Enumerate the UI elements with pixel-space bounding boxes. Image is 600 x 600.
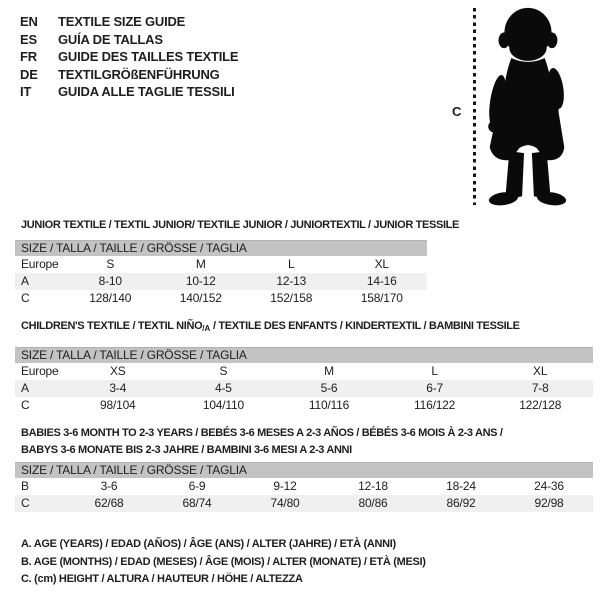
row-label: A: [21, 381, 29, 395]
footnote-c: C. (cm) HEIGHT / ALTURA / HAUTEUR / HÖHE / ALTEZZA: [21, 573, 303, 585]
table-cell: 18-24: [446, 479, 476, 493]
table-cell: 12-13: [276, 274, 307, 288]
table-cell: 9-12: [273, 479, 297, 493]
babies-section-title: [21, 425, 503, 459]
language-code: EN: [20, 14, 38, 29]
junior-size-table: [15, 240, 427, 307]
table-cell: S: [106, 257, 115, 271]
height-marker-label: C: [452, 104, 462, 119]
row-label: C: [21, 398, 30, 412]
toddler-silhouette: [481, 4, 573, 210]
footnote-b: B. AGE (MONTHS) / EDAD (MESES) / ÂGE (MOIS) / ALTER (MONATE) / ETÀ (MESI): [21, 555, 426, 568]
language-code: DE: [20, 66, 38, 82]
row-label: Europe: [21, 364, 59, 378]
table-cell: M: [324, 364, 334, 378]
height-measure-dashed-line: [473, 8, 476, 205]
table-cell: 152/158: [270, 291, 313, 305]
table-cell: 62/68: [94, 496, 124, 510]
table-cell: L: [288, 257, 295, 271]
language-code: FR: [20, 49, 37, 64]
table-cell: 12-18: [358, 479, 388, 493]
language-row: [20, 48, 238, 66]
junior-section-title: JUNIOR TEXTILE / TEXTIL JUNIOR/ TEXTILE JUNIOR / JUNIORTEXTIL / JUNIOR TESSILE: [21, 219, 460, 231]
table-row: [15, 380, 593, 397]
table-cell: 8-10: [98, 274, 122, 288]
table-cell: 10-12: [185, 274, 216, 288]
children-section-title: [21, 318, 520, 337]
table-cell: XS: [109, 364, 126, 378]
table-cell: S: [219, 364, 228, 378]
row-label: C: [21, 291, 30, 305]
table-cell: 122/128: [519, 398, 562, 412]
row-label: Europe: [21, 257, 59, 271]
language-code: ES: [20, 31, 37, 47]
language-row: [20, 66, 238, 84]
title-text: BABYS 3-6 MONATE BIS 2-3 JAHRE / BAMBINI 3-6 MESI A 2-3 ANNI: [21, 444, 352, 456]
table-cell: 14-16: [366, 274, 397, 288]
row-label: C: [21, 496, 30, 510]
title-text: / TEXTILE DES ENFANTS / KINDERTEXTIL / BAMBINI TESSILE: [210, 320, 520, 332]
table-cell: 104/110: [202, 398, 244, 412]
guide-title: GUIDA ALLE TAGLIE TESSILI: [58, 84, 235, 99]
table-cell: 24-36: [534, 479, 564, 493]
table-cell: 92/98: [534, 496, 564, 510]
table-cell: 5-6: [320, 381, 338, 395]
table-cell: 128/140: [89, 291, 132, 305]
table-row: [15, 256, 427, 273]
table-cell: 3-6: [100, 479, 118, 493]
size-header-bar: SIZE / TALLA / TAILLE / GRÖSSE / TAGLIA: [15, 347, 593, 363]
table-cell: XL: [533, 364, 548, 378]
row-label: B: [21, 479, 29, 493]
size-header-bar: SIZE / TALLA / TAILLE / GRÖSSE / TAGLIA: [15, 240, 427, 256]
table-cell: 3-4: [109, 381, 127, 395]
table-row: [15, 290, 427, 307]
table-row: [15, 397, 593, 414]
language-code: IT: [20, 84, 32, 99]
guide-title: TEXTILGRÖßENFÜHRUNG: [58, 66, 220, 82]
footnote-legend: [21, 536, 426, 589]
table-cell: 68/74: [182, 496, 212, 510]
table-cell: XL: [374, 257, 389, 271]
table-row: [15, 495, 593, 512]
language-row: [20, 13, 238, 31]
children-size-table: [15, 347, 593, 414]
babies-size-table: [15, 462, 593, 512]
table-cell: 80/86: [358, 496, 388, 510]
guide-title: GUÍA DE TALLAS: [58, 31, 163, 47]
language-row: [20, 83, 238, 101]
table-cell: 4-5: [215, 381, 232, 395]
table-cell: M: [195, 257, 206, 271]
table-cell: 140/152: [179, 291, 222, 305]
table-cell: 158/170: [360, 291, 403, 305]
title-subscript: /A: [202, 324, 211, 333]
title-text: CHILDREN'S TEXTILE / TEXTIL NIÑO: [21, 320, 203, 332]
table-cell: 74/80: [270, 496, 300, 510]
table-row: [15, 478, 593, 495]
language-title-list: [20, 13, 238, 101]
table-cell: 86/92: [446, 496, 476, 510]
table-row: [15, 363, 593, 380]
table-row: [15, 273, 427, 290]
table-cell: L: [431, 364, 438, 378]
footnote-a: A. AGE (YEARS) / EDAD (AÑOS) / ÂGE (ANS) / ALTER (JAHRE) / ETÀ (ANNI): [21, 538, 396, 550]
guide-title: TEXTILE SIZE GUIDE: [58, 14, 186, 29]
table-cell: 98/104: [100, 398, 136, 412]
row-label: A: [21, 274, 29, 288]
table-cell: 6-7: [426, 381, 443, 395]
size-header-bar: SIZE / TALLA / TAILLE / GRÖSSE / TAGLIA: [15, 462, 593, 478]
table-cell: 110/116: [308, 398, 350, 412]
table-cell: 116/122: [414, 398, 456, 412]
guide-title: GUIDE DES TAILLES TEXTILE: [58, 49, 239, 64]
table-cell: 7-8: [531, 381, 549, 395]
title-text: BABIES 3-6 MONTH TO 2-3 YEARS / BEBÉS 3-6 MESES A 2-3 AÑOS / BÉBÉS 3-6 MOIS À 2-3 ANS /: [21, 427, 503, 439]
language-row: [20, 31, 238, 49]
table-cell: 6-9: [188, 479, 206, 493]
